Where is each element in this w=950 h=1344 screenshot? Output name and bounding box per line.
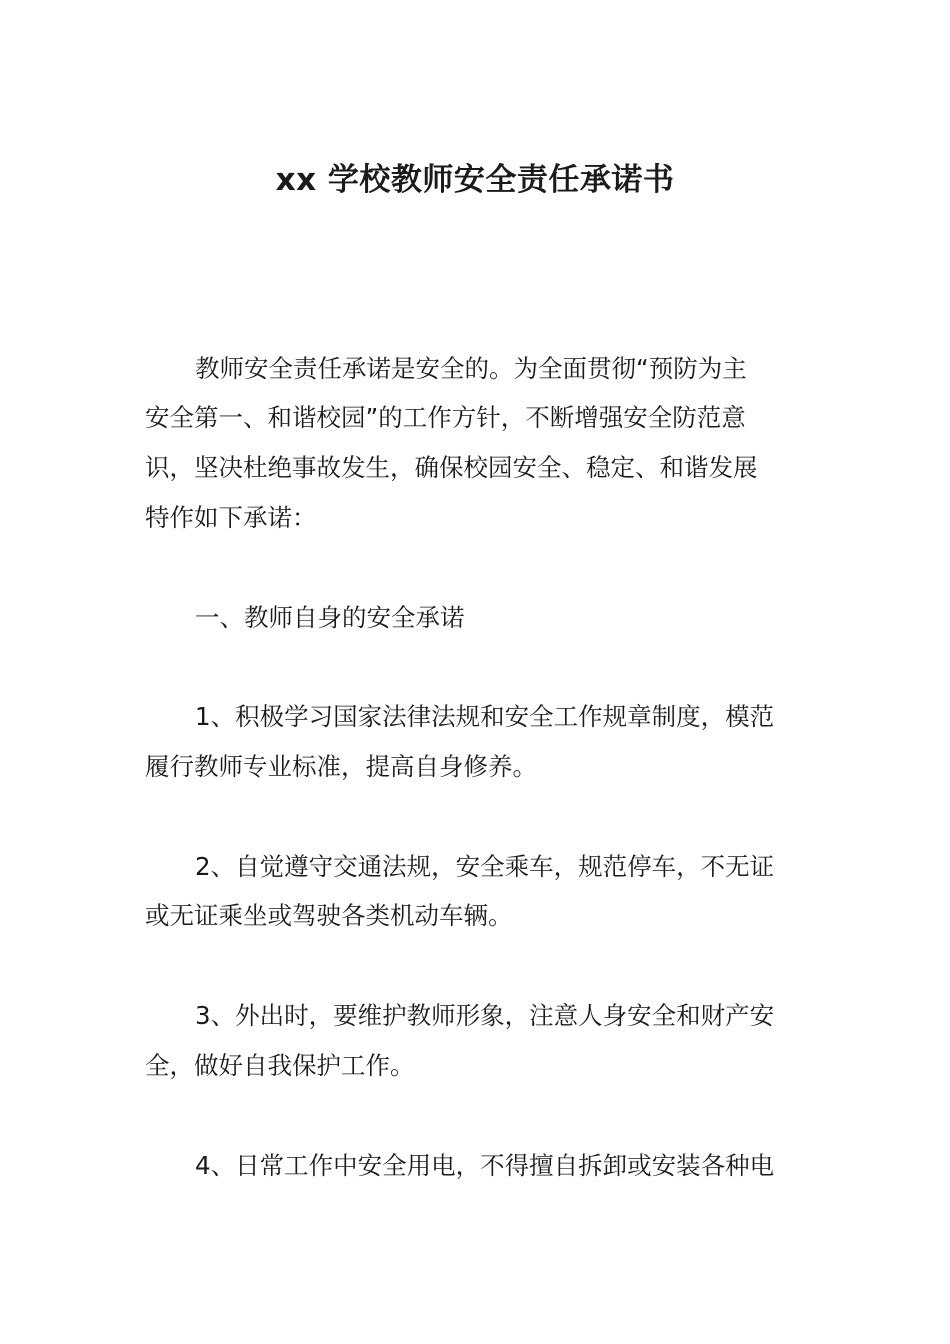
text-line: 特作如下承诺： bbox=[145, 503, 317, 532]
text-line: 或无证乘坐或驾驶各类机动车辆。 bbox=[145, 901, 513, 930]
text-line: 1、积极学习国家法律法规和安全工作规章制度，模范 bbox=[195, 702, 775, 731]
text-line: 4、日常工作中安全用电，不得擅自拆卸或安装各种电 bbox=[195, 1151, 775, 1180]
text-line: 一、教师自身的安全承诺 bbox=[195, 603, 465, 632]
document-title: xx 学校教师安全责任承诺书 bbox=[275, 162, 675, 198]
text-line: 识，坚决杜绝事故发生，确保校园安全、稳定、和谐发展 bbox=[145, 453, 758, 482]
text-line: 全，做好自我保护工作。 bbox=[145, 1051, 415, 1080]
text-line: 2、自觉遵守交通法规，安全乘车，规范停车，不无证 bbox=[195, 852, 775, 881]
text-line: 安全第一、和谐校园”的工作方针，不断增强安全防范意 bbox=[145, 403, 746, 432]
text-line: 教师安全责任承诺是安全的。为全面贯彻“预防为主 bbox=[195, 354, 747, 383]
text-line: 履行教师专业标准，提高自身修养。 bbox=[145, 752, 537, 781]
text-line: 3、外出时，要维护教师形象，注意人身安全和财产安 bbox=[195, 1001, 775, 1030]
